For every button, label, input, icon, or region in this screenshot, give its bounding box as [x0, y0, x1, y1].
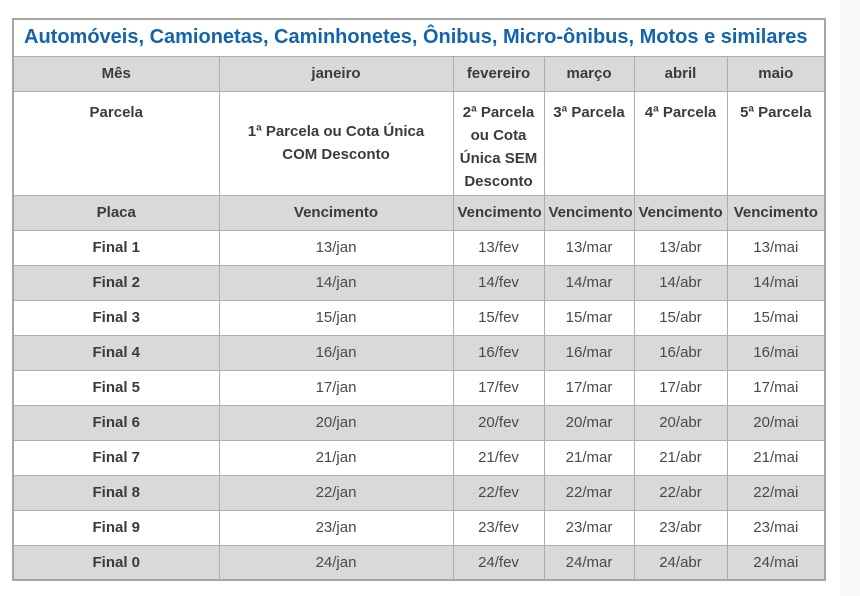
due-date-cell: 23/fev	[453, 510, 544, 545]
due-date-cell: 13/abr	[634, 230, 727, 265]
row-label: Final 5	[13, 370, 219, 405]
vencimento-cell-5: Vencimento	[727, 195, 825, 230]
due-date-cell: 24/mai	[727, 545, 825, 580]
due-date-cell: 14/fev	[453, 265, 544, 300]
ipva-schedule-table	[12, 18, 826, 581]
due-date-cell: 23/mar	[544, 510, 634, 545]
due-date-cell: 22/jan	[219, 475, 453, 510]
due-date-cell: 16/jan	[219, 335, 453, 370]
due-date-cell: 23/mai	[727, 510, 825, 545]
month-header-maio: maio	[727, 56, 825, 91]
table-row-final-4	[13, 335, 825, 370]
table-row-final-2	[13, 265, 825, 300]
due-date-cell: 22/abr	[634, 475, 727, 510]
parcela-row	[13, 91, 825, 195]
parcela-cell-2: 2ª Parcela ou Cota Única SEM Desconto	[453, 91, 544, 195]
parcela-cell-4: 4ª Parcela	[634, 91, 727, 195]
due-date-cell: 20/mar	[544, 405, 634, 440]
parcela-cell-3: 3ª Parcela	[544, 91, 634, 195]
table-row-final-8	[13, 475, 825, 510]
table-row-final-6	[13, 405, 825, 440]
due-date-cell: 20/abr	[634, 405, 727, 440]
placa-label-cell: Placa	[13, 195, 219, 230]
due-date-cell: 21/mai	[727, 440, 825, 475]
table-title-row	[13, 19, 825, 56]
due-date-cell: 16/abr	[634, 335, 727, 370]
row-label: Final 2	[13, 265, 219, 300]
month-header-abril: abril	[634, 56, 727, 91]
due-date-cell: 13/fev	[453, 230, 544, 265]
due-date-cell: 24/abr	[634, 545, 727, 580]
due-date-cell: 16/fev	[453, 335, 544, 370]
month-header-fevereiro: fevereiro	[453, 56, 544, 91]
due-date-cell: 15/abr	[634, 300, 727, 335]
due-date-cell: 14/mai	[727, 265, 825, 300]
parcela-label-cell: Parcela	[13, 91, 219, 195]
due-date-cell: 24/mar	[544, 545, 634, 580]
vencimento-cell-1: Vencimento	[219, 195, 453, 230]
due-date-cell: 15/jan	[219, 300, 453, 335]
parcela-cell-5: 5ª Parcela	[727, 91, 825, 195]
due-date-cell: 21/abr	[634, 440, 727, 475]
mes-header-cell: Mês	[13, 56, 219, 91]
row-label: Final 4	[13, 335, 219, 370]
vencimento-cell-3: Vencimento	[544, 195, 634, 230]
placa-header-row	[13, 195, 825, 230]
table-row-final-5	[13, 370, 825, 405]
table-row-final-9	[13, 510, 825, 545]
due-date-cell: 17/abr	[634, 370, 727, 405]
due-date-cell: 13/jan	[219, 230, 453, 265]
due-date-cell: 15/mar	[544, 300, 634, 335]
month-header-marco: março	[544, 56, 634, 91]
due-date-cell: 13/mar	[544, 230, 634, 265]
row-label: Final 0	[13, 545, 219, 580]
row-label: Final 6	[13, 405, 219, 440]
due-date-cell: 17/mai	[727, 370, 825, 405]
due-date-cell: 17/mar	[544, 370, 634, 405]
due-date-cell: 20/jan	[219, 405, 453, 440]
due-date-cell: 21/jan	[219, 440, 453, 475]
due-date-cell: 22/mai	[727, 475, 825, 510]
month-header-janeiro: janeiro	[219, 56, 453, 91]
due-date-cell: 16/mar	[544, 335, 634, 370]
due-date-cell: 20/mai	[727, 405, 825, 440]
due-date-cell: 13/mai	[727, 230, 825, 265]
page-side-strip	[840, 0, 860, 596]
row-label: Final 7	[13, 440, 219, 475]
vencimento-cell-2: Vencimento	[453, 195, 544, 230]
row-label: Final 3	[13, 300, 219, 335]
table-row-final-7	[13, 440, 825, 475]
due-date-cell: 21/mar	[544, 440, 634, 475]
due-date-cell: 14/jan	[219, 265, 453, 300]
due-date-cell: 17/jan	[219, 370, 453, 405]
table-row-final-0	[13, 545, 825, 580]
ipva-schedule	[12, 18, 824, 581]
due-date-cell: 14/mar	[544, 265, 634, 300]
due-date-cell: 14/abr	[634, 265, 727, 300]
due-date-cell: 17/fev	[453, 370, 544, 405]
due-date-cell: 22/mar	[544, 475, 634, 510]
row-label: Final 9	[13, 510, 219, 545]
table-row-final-1	[13, 230, 825, 265]
due-date-cell: 21/fev	[453, 440, 544, 475]
parcela-cell-1: 1ª Parcela ou Cota Única COM Desconto	[219, 91, 453, 195]
due-date-cell: 23/jan	[219, 510, 453, 545]
due-date-cell: 20/fev	[453, 405, 544, 440]
table-row-final-3	[13, 300, 825, 335]
vencimento-cell-4: Vencimento	[634, 195, 727, 230]
due-date-cell: 16/mai	[727, 335, 825, 370]
due-date-cell: 24/fev	[453, 545, 544, 580]
month-header-row	[13, 56, 825, 91]
due-date-cell: 24/jan	[219, 545, 453, 580]
due-date-cell: 15/fev	[453, 300, 544, 335]
due-date-cell: 22/fev	[453, 475, 544, 510]
row-label: Final 1	[13, 230, 219, 265]
due-date-cell: 23/abr	[634, 510, 727, 545]
table-title: Automóveis, Camionetas, Caminhonetes, Ônibus, Micro-ônibus, Motos e similares	[13, 19, 825, 56]
row-label: Final 8	[13, 475, 219, 510]
due-date-cell: 15/mai	[727, 300, 825, 335]
